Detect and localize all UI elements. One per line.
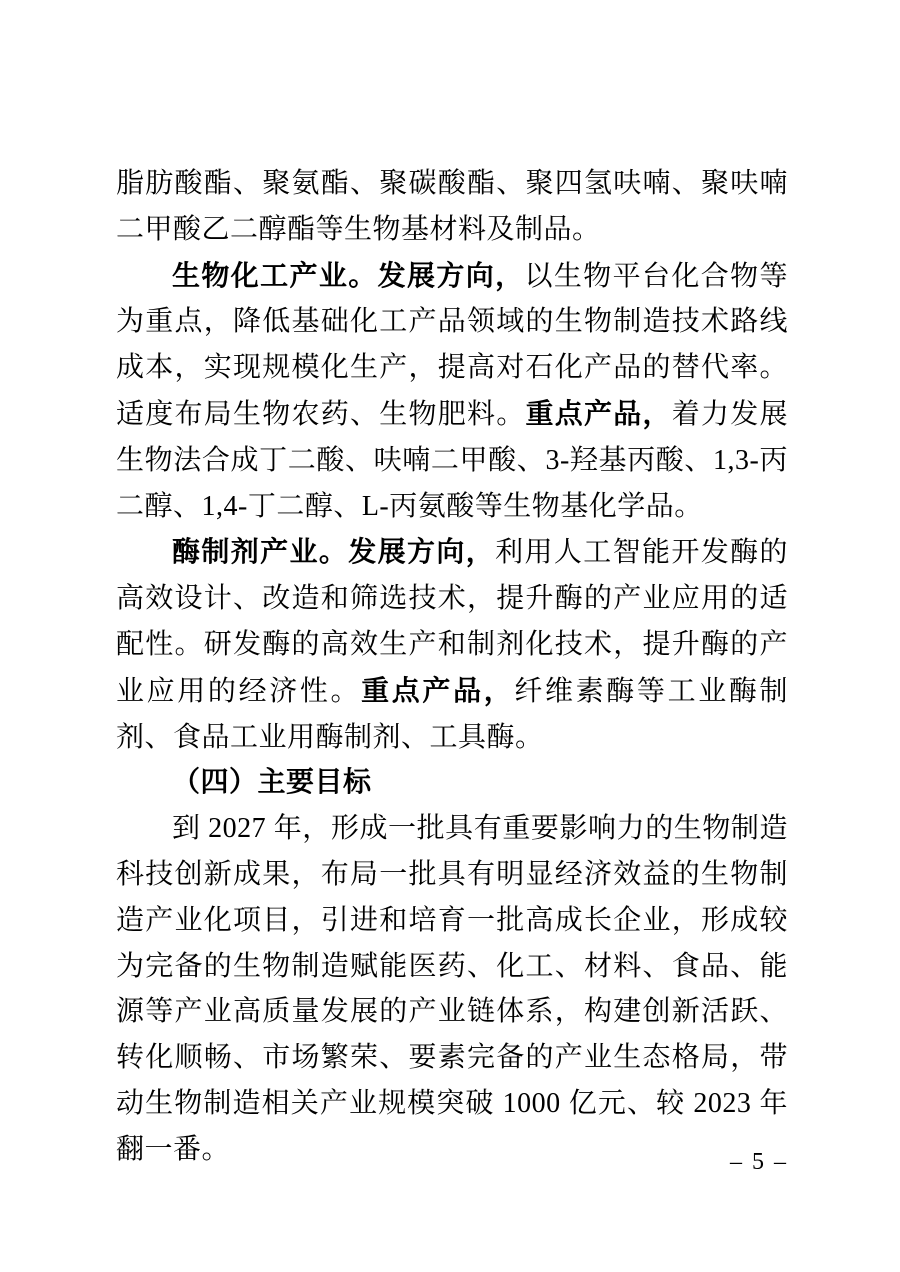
emphasis-text: 重点产品，: [525, 397, 672, 429]
body-text: 脂肪酸酯、聚氨酯、聚碳酸酯、聚四氢呋喃、聚呋喃二甲酸乙二醇酯等生物基材料及制品。: [116, 168, 788, 245]
body-text: 到 2027 年，形成一批具有重要影响力的生物制造科技创新成果，布局一批具有明显经济效益的生物制造产业化项目，引进和培育一批高成长企业，形成较为完备的生物制造赋能医药、化工、材料、食品、能源等产业高质量发展的产业链体系，构建创新活跃、转化顺畅、市场繁荣、要素完备的产业生态格局，带动生物制造相关产业规模突破 1000 亿元、较 2023 年翻一番。: [116, 813, 788, 1165]
paragraph: [116, 529, 788, 760]
paragraph: [116, 806, 788, 1172]
emphasis-text: 发展方向，: [377, 259, 525, 291]
heading-text: （四）主要目标: [172, 767, 372, 799]
body-text: 着力发展生物法合成丁二酸、呋喃二甲酸、3-羟基丙酸、1,3-丙二醇、1,4-丁二醇、L-丙氨酸等生物基化学品。: [116, 398, 788, 522]
section-heading: [116, 760, 788, 806]
paragraph: [116, 161, 788, 253]
body-text: 以生物平台化合物等为重点，降低基础化工产品领域的生物制造技术路线成本，实现规模化生产，提高对石化产品的替代率。适度布局生物农药、生物肥料。: [116, 260, 788, 430]
industry-name-text: 生物化工产业。: [172, 260, 378, 292]
body-text: 纤维素酶等工业酶制剂、食品工业用酶制剂、工具酶。: [116, 675, 788, 753]
emphasis-text: 发展方向，: [348, 536, 496, 568]
industry-name-text: 酶制剂产业。: [172, 537, 349, 569]
body-text: 利用人工智能开发酶的高效设计、改造和筛选技术，提升酶的产业应用的适配性。研发酶的高效生产和制剂化技术，提升酶的产业应用的经济性。: [116, 537, 788, 707]
page-number: – 5 –: [730, 1149, 788, 1175]
document-body: [116, 161, 788, 1173]
emphasis-text: 重点产品，: [361, 674, 515, 706]
paragraph: [116, 253, 788, 530]
